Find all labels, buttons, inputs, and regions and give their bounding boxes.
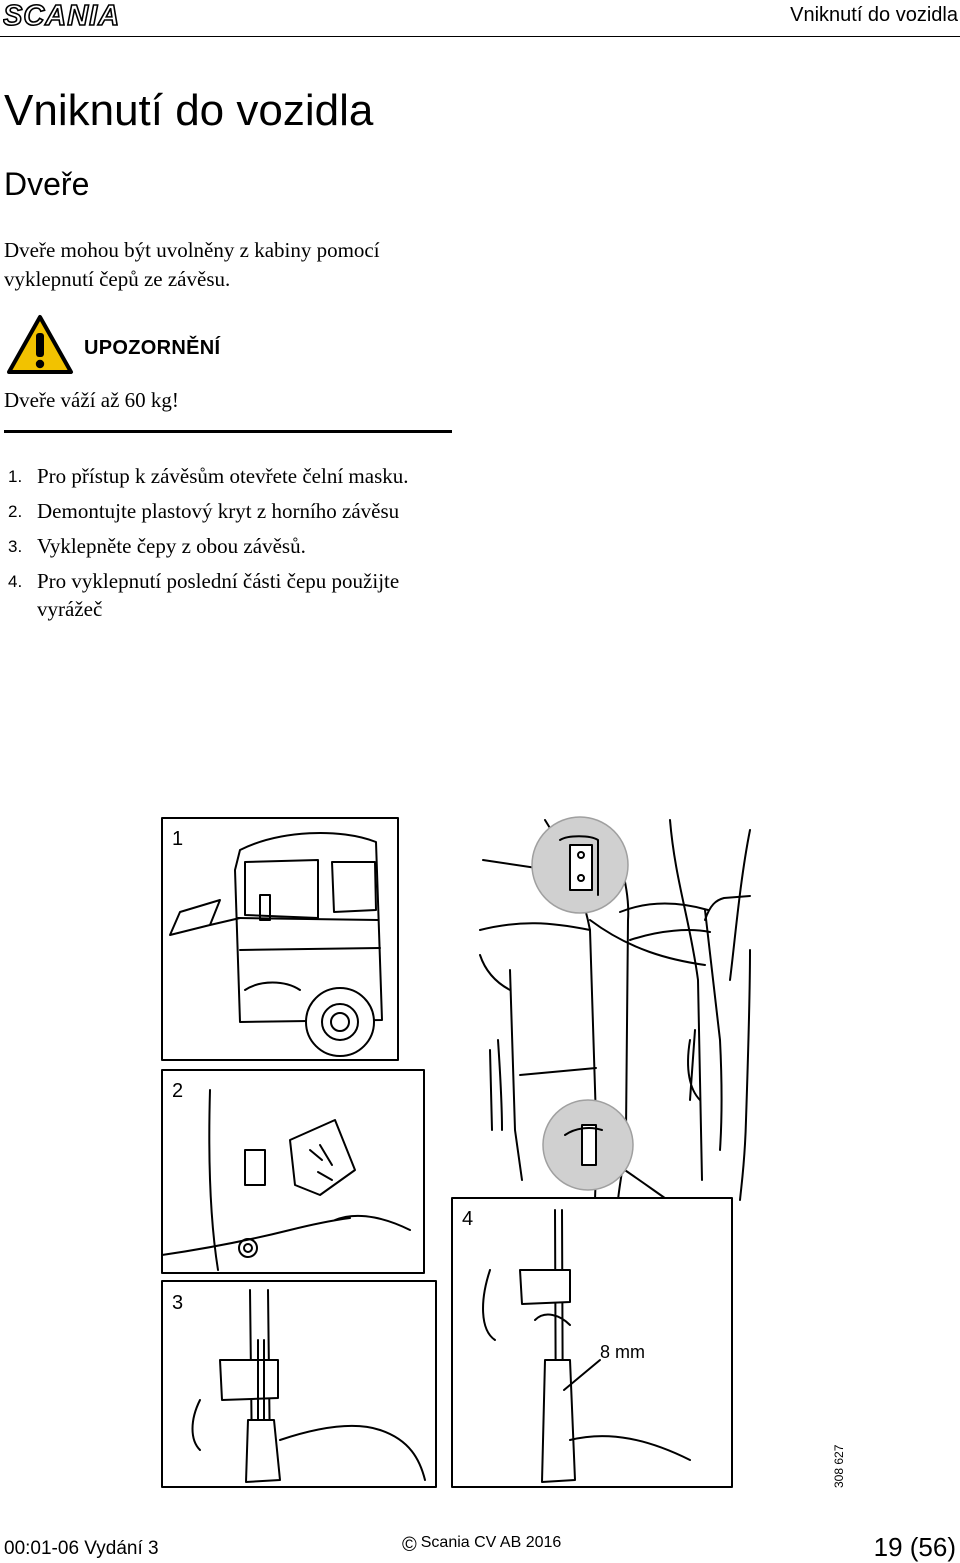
scania-logo bbox=[3, 2, 153, 33]
document-id: 00:01-06 Vydání 3 bbox=[4, 1538, 159, 1559]
warning-label: UPOZORNĚNÍ bbox=[84, 337, 221, 359]
panel-3-hammer-pin bbox=[162, 1281, 436, 1487]
section-title: Dveře bbox=[4, 166, 90, 202]
step-text: Pro vyklepnutí poslední části čepu použijte vyrážeč bbox=[37, 569, 400, 621]
step-number: 3. bbox=[8, 537, 23, 556]
step-number: 4. bbox=[8, 572, 23, 591]
panel-3-label: 3 bbox=[172, 1292, 184, 1314]
figure-reference-number: 308 627 bbox=[832, 1444, 846, 1488]
copyright bbox=[402, 1534, 561, 1557]
warning-triangle-icon bbox=[6, 314, 74, 381]
step-item bbox=[8, 532, 468, 560]
panel-4-drift-punch bbox=[452, 1198, 732, 1487]
step-text: Demontujte plastový kryt z horního závěsu bbox=[37, 499, 400, 523]
page-title: Vniknutí do vozidla bbox=[4, 86, 374, 135]
door-hinge-illustration bbox=[150, 800, 830, 1505]
procedure-steps bbox=[8, 462, 468, 630]
page-number: 19 (56) bbox=[873, 1532, 956, 1562]
step-item bbox=[8, 567, 468, 623]
header-divider bbox=[0, 36, 960, 37]
panel-1-label: 1 bbox=[172, 828, 184, 850]
step-number: 1. bbox=[8, 467, 23, 486]
panel-2-cover-removal bbox=[162, 1070, 424, 1273]
warning-text: Dveře váží až 60 kg! bbox=[4, 388, 179, 412]
door-scene-drawing bbox=[480, 817, 750, 1235]
copyright-symbol: © bbox=[402, 1534, 417, 1556]
running-header-title: Vniknutí do vozidla bbox=[790, 4, 958, 26]
copyright-text: Scania CV AB 2016 bbox=[420, 1534, 562, 1551]
step-text: Pro přístup k závěsům otevřete čelní masku. bbox=[37, 464, 409, 488]
panel-1-truck-cab bbox=[162, 818, 398, 1060]
step-text: Vyklepněte čepy z obou závěsů. bbox=[37, 534, 306, 558]
panel-4-label: 4 bbox=[462, 1208, 474, 1230]
step-item bbox=[8, 462, 468, 490]
step-item bbox=[8, 497, 468, 525]
intro-paragraph: Dveře mohou být uvolněny z kabiny pomocí vyklepnutí čepů ze závěsu. bbox=[4, 238, 380, 291]
dimension-label: 8 mm bbox=[600, 1342, 645, 1362]
svg-text:SCANIA: SCANIA bbox=[3, 2, 121, 28]
step-number: 2. bbox=[8, 502, 23, 521]
panel-2-label: 2 bbox=[172, 1080, 184, 1102]
warning-divider bbox=[4, 430, 452, 433]
